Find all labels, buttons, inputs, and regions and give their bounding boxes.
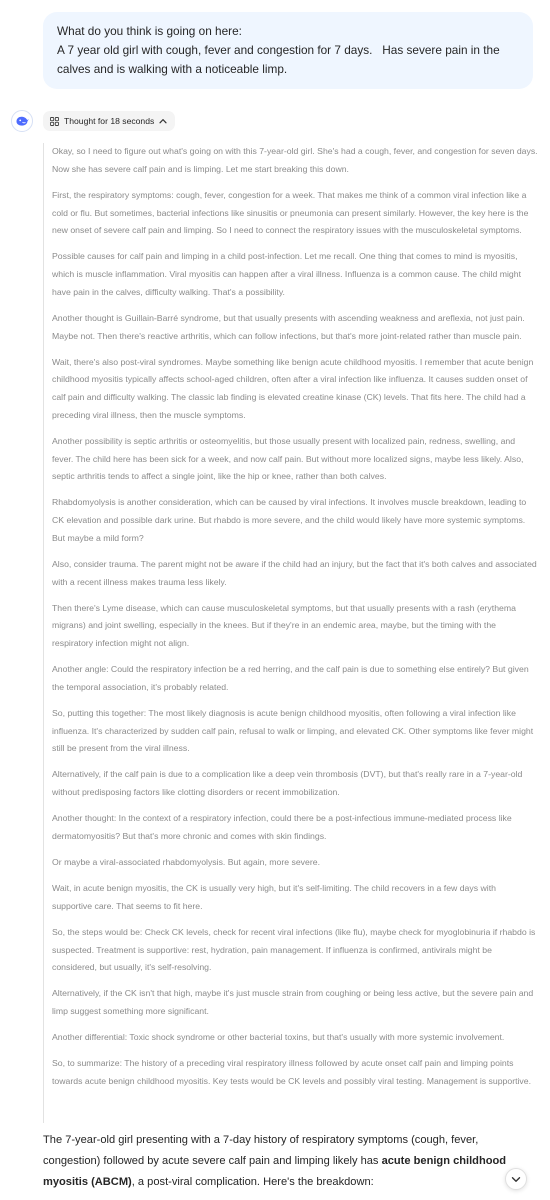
thinking-paragraph: Possible causes for calf pain and limping in a child post-infection. Let me recall. One thing that comes to mind is myositis, which is muscle inflammation. Viral myositis can happen after a viral illness. Influenza is a common cause. The child might have pain in the calves, difficulty walking. That's a possibility. bbox=[52, 251, 522, 297]
thinking-paragraph: Or maybe a viral-associated rhabdomyolysis. But again, more severe. bbox=[52, 856, 320, 867]
thinking-paragraph: Alternatively, if the CK isn't that high, maybe it's just muscle strain from coughing or being less active, but the severe pain and limp suggest something more significant. bbox=[52, 988, 534, 1017]
thinking-paragraph: Another thought: In the context of a respiratory infection, could there be a post-infectious immune-mediated process like dermatomyositis? But that's more chronic and comes with skin findings. bbox=[52, 813, 512, 841]
user-message-line-1: What do you think is going on here: bbox=[57, 24, 242, 38]
thinking-paragraph: Another possibility is septic arthritis or osteomyelitis, but those usually present with localized pain, redness, swelling, and fever. The child here has been sick for a week, and now calf pain. But without more localized signs, maybe less likely. Also, septic arthritis tends to affect a single joint, like the hip or knee, rather than both calves. bbox=[52, 435, 524, 482]
answer-text: The 7-year-old girl presenting with a 7-day history of respiratory symptoms (cough, fever, congestion) followed by acute severe calf pain and limping likely has bbox=[43, 1134, 479, 1167]
whale-logo-icon bbox=[11, 110, 33, 132]
thinking-paragraph: Alternatively, if the calf pain is due to a complication like a deep vein thrombosis (DVT), but that's really rare in a 7-year-old without predisposing factors like clotting disorders or recent immobilization. bbox=[52, 769, 523, 798]
assistant-answer bbox=[43, 1130, 533, 1193]
thought-toggle-label: Thought for 18 seconds bbox=[64, 116, 155, 126]
thinking-paragraph: So, the steps would be: Check CK levels, check for recent viral infections (like flu), maybe check for myoglobinuria if rhabdo is suspected. Treatment is supportive: rest, hydration, pain management. If influenza is confirmed, antivirals might be considered, but usually, it's self-resolving. bbox=[52, 926, 536, 973]
thinking-paragraph: Wait, there's also post-viral syndromes. Maybe something like benign acute childhood myositis. I remember that acute benign childhood myositis typically affects school-aged children, often after a viral infection like influenza. It causes sudden onset of calf pain and difficulty walking. The classic lab finding is elevated creatine kinase (CK) levels. That fits here. The child had a preceding viral illness, then the muscle symptoms. bbox=[52, 356, 534, 420]
user-message-line-2: A 7 year old girl with cough, fever and congestion for 7 days. Has severe pain in the calves and is walking with a noticeable limp. bbox=[57, 43, 503, 76]
answer-diagnosis: acute benign childhood myositis (ABCM) bbox=[43, 1155, 507, 1188]
answer-text-end: , a post-viral complication. Here's the breakdown: bbox=[131, 1176, 374, 1188]
thinking-content bbox=[43, 143, 538, 1123]
thinking-paragraph: First, the respiratory symptoms: cough, fever, congestion for a week. That makes me think of a common viral infection like a cold or flu. But sometimes, bacterial infections like sinusitis or pneumonia can present similarly. However, the key here is the new onset of severe calf pain and limping. So I need to connect the respiratory issues with the musculoskeletal symptoms. bbox=[52, 189, 529, 236]
thinking-paragraph: Rhabdomyolysis is another consideration, which can be caused by viral infections. It involves muscle breakdown, leading to CK elevation and possible dark urine. But rhabdo is more severe, and the child would likely have more systemic symptoms. But maybe a mild form? bbox=[52, 497, 527, 543]
chevron-down-icon bbox=[511, 1170, 521, 1188]
scroll-down-button[interactable] bbox=[505, 1168, 527, 1190]
thinking-paragraph: So, to summarize: The history of a preceding viral respiratory illness followed by acute onset calf pain and limping points towards acute benign childhood myositis. Key tests would be CK levels and possibly viral testing. Management is supportive. bbox=[52, 1058, 532, 1086]
thinking-paragraph: Also, consider trauma. The parent might not be aware if the child had an injury, but the fact that it's both calves and associated with a recent illness makes trauma less likely. bbox=[52, 558, 537, 587]
thinking-paragraph: Another angle: Could the respiratory infection be a red herring, and the calf pain is due to something else entirely? But given the temporal association, it's probably related. bbox=[52, 664, 529, 692]
thought-toggle-button[interactable] bbox=[43, 111, 175, 131]
grid-icon bbox=[50, 117, 59, 126]
thinking-paragraph: Okay, so I need to figure out what's going on with this 7-year-old girl. She's had a cough, fever, and congestion for seven days. Now she has severe calf pain and is limping. Let me start breaking this down. bbox=[52, 146, 538, 174]
thinking-paragraph: Then there's Lyme disease, which can cause musculoskeletal symptoms, but that usually presents with a rash (erythema migrans) and joint swelling, especially in the knees. But if they're in an endemic area, maybe, but the timing with the respiratory infection might not align. bbox=[52, 602, 516, 648]
thinking-paragraph: Another thought is Guillain-Barré syndrome, but that usually presents with ascending weakness and areflexia, not just pain. Maybe not. Then there's reactive arthritis, which can follow infections, but that's more joint-related rather than muscle pain. bbox=[52, 312, 525, 341]
thinking-paragraph: So, putting this together: The most likely diagnosis is acute benign childhood myositis, often following a viral infection like influenza. It's characterized by sudden calf pain, refusal to walk or limping, and elevated CK. Other symptoms like fever might still be present from the viral illness. bbox=[52, 707, 534, 754]
chevron-up-icon bbox=[159, 118, 167, 124]
thinking-paragraph: Wait, in acute benign myositis, the CK is usually very high, but it's self-limiting. The child recovers in a few days with supportive care. That seems to fit here. bbox=[52, 883, 496, 911]
thinking-paragraph: Another differential: Toxic shock syndrome or other bacterial toxins, but that's usually with more systemic involvement. bbox=[52, 1032, 505, 1043]
user-message-bubble bbox=[43, 12, 533, 89]
